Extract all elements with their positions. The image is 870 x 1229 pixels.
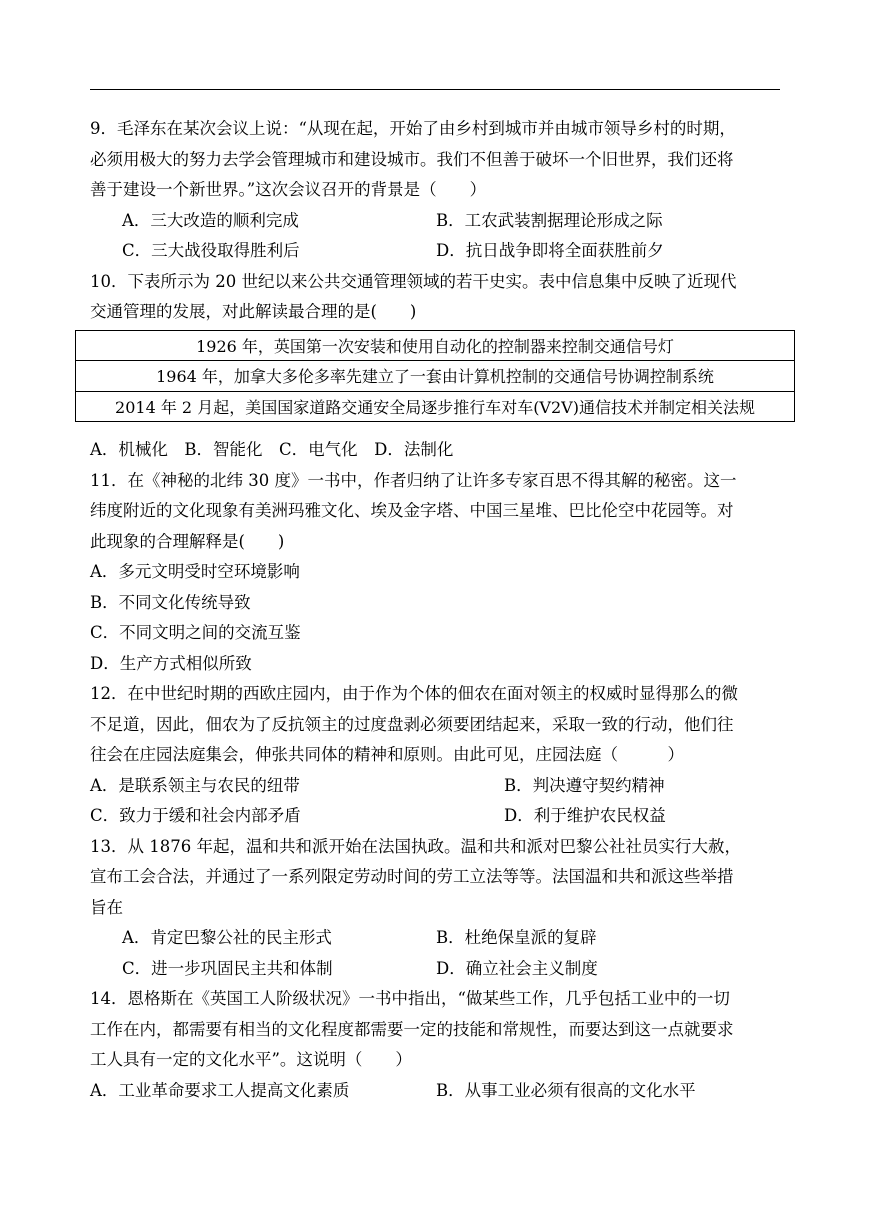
question-text: 9．毛泽东在某次会议上说：“从现在起，开始了由乡村到城市并由城市领导乡村的时期，	[90, 119, 736, 138]
options-row	[90, 206, 780, 237]
question-14	[90, 984, 780, 1106]
option-a[interactable]: A．三大改造的顺利完成	[122, 210, 299, 230]
option-b[interactable]: B．不同文化传统导致	[90, 592, 251, 612]
option-b[interactable]: B．工农武装割据理论形成之际	[436, 210, 663, 230]
question-text: 此现象的合理解释是( )	[90, 531, 285, 551]
question-text: 纬度附近的文化现象有美洲玛雅文化、埃及金字塔、中国三星堆、巴比伦空中花园等。对	[90, 501, 734, 520]
question-9	[90, 114, 780, 267]
question-12	[90, 679, 780, 832]
option-d[interactable]: D．利于维护农民权益	[504, 806, 666, 825]
table-cell: 1964 年，加拿大多伦多率先建立了一套由计算机控制的交通信号协调控制系统	[76, 361, 795, 392]
options-row	[90, 923, 780, 954]
table-cell: 2014 年 2 月起，美国国家道路交通安全局逐步推行车对车(V2V)通信技术并制定相关法规	[76, 391, 795, 422]
options-row	[90, 801, 780, 832]
option-a[interactable]: A．是联系领主与农民的纽带	[90, 775, 300, 795]
option-c[interactable]: C．三大战役取得胜利后	[122, 241, 300, 260]
question-text: 12．在中世纪时期的西欧庄园内，由于作为个体的佃农在面对领主的权威时显得那么的微	[90, 684, 738, 703]
question-text: 交通管理的发展，对此解读最合理的是( )	[90, 302, 417, 321]
question-text: 往会在庄园法庭集会，伸张共同体的精神和原则。由此可见，庄园法庭（ ）	[90, 745, 684, 764]
table-row	[76, 391, 795, 422]
question-10	[90, 267, 780, 466]
question-text: 善于建设一个新世界。”这次会议召开的背景是（ ）	[90, 180, 487, 199]
options-row	[90, 1076, 780, 1107]
table-row	[76, 330, 795, 361]
question-text: 必须用极大的努力去学会管理城市和建设城市。我们不但善于破坏一个旧世界，我们还将	[90, 149, 734, 169]
question-text: 工作在内，都需要有相当的文化程度都需要一定的技能和常规性，而要达到这一点就要求	[90, 1019, 734, 1039]
options-row	[90, 771, 780, 802]
exam-page	[90, 114, 780, 1106]
question-13	[90, 832, 780, 985]
header-rule	[90, 89, 780, 90]
options-row	[90, 954, 780, 985]
question-text: 11．在《神秘的北纬 30 度》一书中，作者归纳了让许多专家百思不得其解的秘密。这一	[90, 470, 737, 490]
question-text: 工人具有一定的文化水平”。这说明（ ）	[90, 1050, 412, 1069]
option-c[interactable]: C．致力于缓和社会内部矛盾	[90, 806, 301, 825]
option-c[interactable]: C．进一步巩固民主共和体制	[122, 958, 333, 978]
option-a[interactable]: A．工业革命要求工人提高文化素质	[90, 1080, 350, 1100]
option-c[interactable]: C．不同文明之间的交流互鉴	[90, 623, 301, 642]
option-a[interactable]: A．多元文明受时空环境影响	[90, 562, 300, 581]
question-text: 13．从 1876 年起，温和共和派开始在法国执政。温和共和派对巴黎公社社员实行大赦，	[90, 836, 741, 856]
option-b[interactable]: B．杜绝保皇派的复辟	[436, 928, 597, 947]
question-text: 旨在	[90, 897, 123, 917]
options-row	[90, 236, 780, 267]
history-table	[75, 330, 795, 423]
option-d[interactable]: D．确立社会主义制度	[436, 958, 598, 978]
option-d[interactable]: D．抗日战争即将全面获胜前夕	[436, 241, 664, 260]
table-row	[76, 361, 795, 392]
table-cell: 1926 年，英国第一次安装和使用自动化的控制器来控制交通信号灯	[76, 330, 795, 361]
question-11	[90, 466, 780, 680]
question-text: 不足道，因此，佃农为了反抗领主的过度盘剥必须要团结起来，采取一致的行动，他们往	[90, 714, 734, 734]
option-b[interactable]: B．从事工业必须有很高的文化水平	[436, 1080, 696, 1100]
option-b[interactable]: B．判决遵守契约精神	[504, 775, 665, 795]
question-text: 10．下表所示为 20 世纪以来公共交通管理领域的若干史实。表中信息集中反映了近现代	[90, 271, 737, 291]
question-text: 宣布工会合法，并通过了一系列限定劳动时间的劳工立法等等。法国温和共和派这些举措	[90, 867, 734, 886]
option-a[interactable]: A．肯定巴黎公社的民主形式	[122, 928, 332, 947]
question-text: 14．恩格斯在《英国工人阶级状况》一书中指出，“做某些工作，几乎包括工业中的一切	[90, 989, 730, 1008]
options-line[interactable]: A．机械化 B．智能化 C．电气化 D．法制化	[90, 440, 454, 459]
option-d[interactable]: D．生产方式相似所致	[90, 653, 252, 673]
